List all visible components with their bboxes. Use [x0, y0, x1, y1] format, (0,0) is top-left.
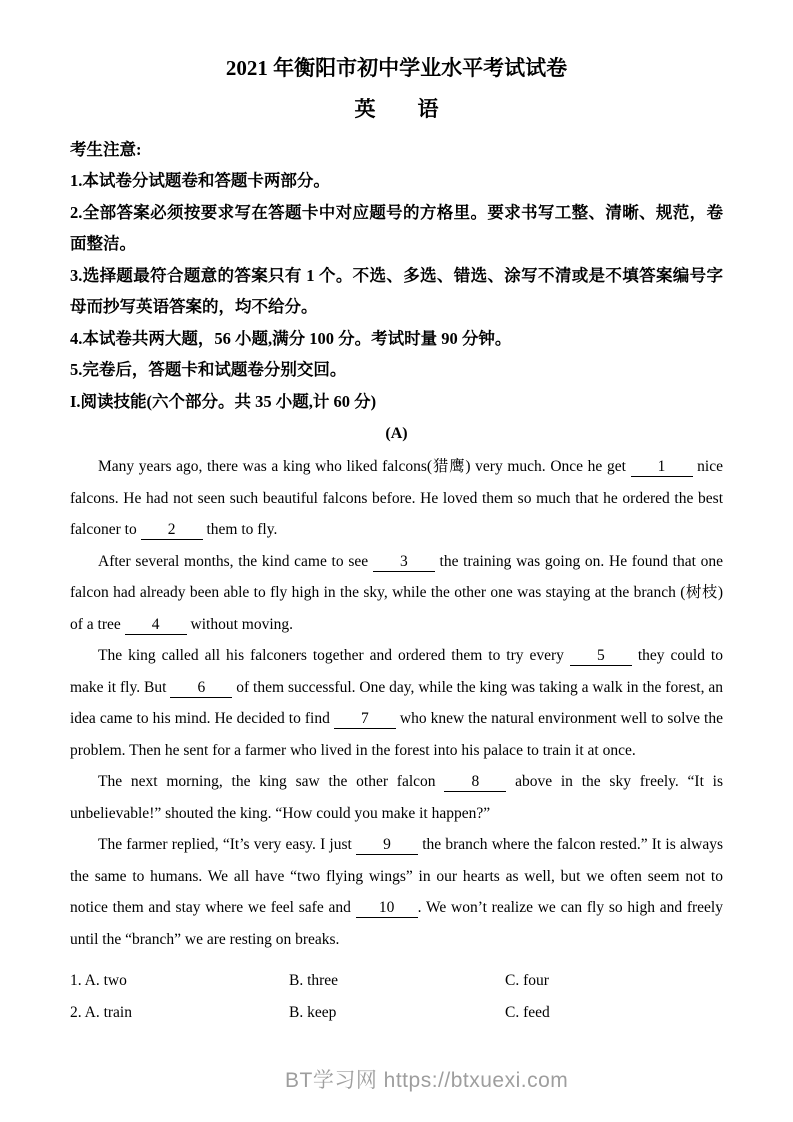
- notice-item-5: 5.完卷后，答题卡和试题卷分别交回。: [70, 360, 347, 380]
- cloze-blank-5: 5: [570, 647, 632, 666]
- question-row: [70, 997, 723, 1029]
- notice-item-4: 4.本试卷共两大题，56 小题,满分 100 分。考试时量 90 分钟。: [70, 328, 512, 348]
- passage-paragraph: After several months, the kind came to see 3 the training was going on. He found that one falcon had already been able to fly high in the sky, while the other one was staying at the branch (树枝) of a tree 4 without moving.: [70, 546, 723, 641]
- page-title: 2021 年衡阳市初中学业水平考试试卷: [225, 56, 568, 80]
- option-a: 2. A. train: [70, 1004, 132, 1022]
- passage-paragraph: The farmer replied, “It’s very easy. I just 9 the branch where the falcon rested.” It is always the same to humans. We all have “two flying wings” in our hearts as well, but we often seem not to notice them and stay where we feel safe and 10 . We won’t realize we can fly so high and freely until the “branch” we are resting on breaks.: [70, 836, 723, 948]
- option-a: 1. A. two: [70, 972, 127, 990]
- cloze-blank-6: 6: [170, 679, 232, 698]
- passage-paragraph: Many years ago, there was a king who liked falcons(猎鹰) very much. Once he get 1 nice falcons. He had not seen such beautiful falcons before. He loved them so much that he ordered the best falconer to 2 them to fly.: [70, 451, 723, 546]
- cloze-blank-1: 1: [631, 458, 693, 477]
- subject-title: 英 语: [354, 97, 439, 122]
- passage-paragraph: The next morning, the king saw the other falcon 8 above in the sky freely. “It is unbelievable!” shouted the king. “How could you make it happen?”: [70, 773, 723, 822]
- cloze-passage: [70, 451, 723, 955]
- cloze-blank-8: 8: [444, 773, 506, 792]
- watermark: BT学习网 https://btxuexi.com: [285, 1069, 569, 1092]
- cloze-blank-10: 10: [356, 899, 418, 918]
- cloze-blank-7: 7: [334, 710, 396, 729]
- part-label-a: (A): [385, 425, 408, 443]
- question-row: [70, 965, 723, 997]
- cloze-blank-9: 9: [356, 836, 418, 855]
- question-list: [70, 965, 723, 1029]
- option-c: C. feed: [505, 1004, 550, 1022]
- cloze-blank-4: 4: [125, 616, 187, 635]
- option-b: B. three: [289, 972, 339, 990]
- notice-heading: 考生注意:: [70, 139, 142, 159]
- notice-item-2: 2.全部答案必须按要求写在答题卡中对应题号的方格里。要求书写工整、清晰、规范，卷面整洁。: [70, 202, 723, 254]
- option-b: B. keep: [289, 1004, 337, 1022]
- notice-item-3: 3.选择题最符合题意的答案只有 1 个。不选、多选、错选、涂写不清或是不填答案编号字母而抄写英语答案的，均不给分。: [70, 265, 723, 317]
- option-c: C. four: [505, 972, 549, 990]
- notice-item-1: 1.本试卷分试题卷和答题卡两部分。: [70, 171, 330, 191]
- passage-paragraph: The king called all his falconers together and ordered them to try every 5 they could to make it fly. But 6 of them successful. One day, while the king was taking a walk in the forest, an idea came to his mind. He decided to find 7 who knew the natural environment well to solve the problem. Then he sent for a farmer who lived in the forest into his palace to train it at once.: [70, 647, 723, 759]
- cloze-blank-3: 3: [373, 553, 435, 572]
- candidate-notice: [70, 134, 723, 386]
- cloze-blank-2: 2: [141, 521, 203, 540]
- section-heading-reading: I.阅读技能(六个部分。共 35 小题,计 60 分): [70, 391, 377, 411]
